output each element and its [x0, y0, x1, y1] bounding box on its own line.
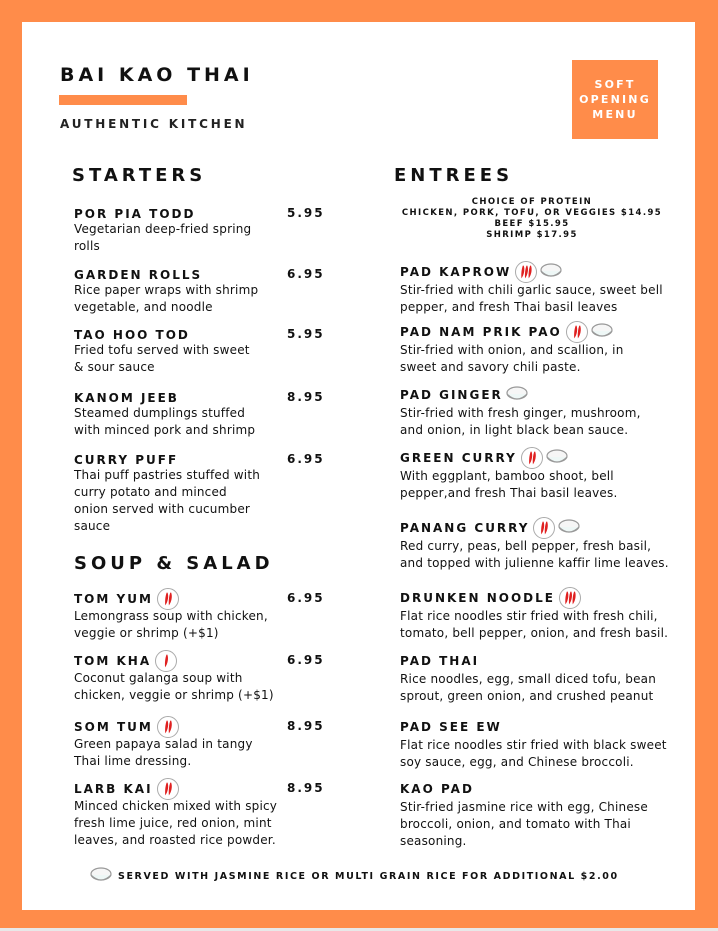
- description-line: Thai lime dressing.: [74, 754, 192, 768]
- description-line: and topped with julienne kaffir lime leaves.: [400, 556, 669, 570]
- menu-item-name: [74, 206, 195, 222]
- chili-spicy-icon: [157, 716, 179, 738]
- description-line: Stir-fried with chili garlic sauce, sweet bell: [400, 283, 663, 297]
- item-name-text: PAD NAM PRIK PAO: [400, 325, 562, 339]
- description-line: sauce: [74, 519, 111, 533]
- menu-item-description: [74, 736, 253, 770]
- menu-item-price: 6.95: [287, 591, 325, 605]
- description-line: fresh lime juice, red onion, mint: [74, 816, 272, 830]
- item-name-text: TOM KHA: [74, 654, 152, 668]
- item-name-text: PAD THAI: [400, 654, 480, 668]
- menu-item-price: 6.95: [287, 267, 325, 281]
- description-line: rolls: [74, 239, 100, 253]
- description-line: vegetable, and noodle: [74, 300, 213, 314]
- description-line: seasoning.: [400, 834, 467, 848]
- menu-item-price: 8.95: [287, 719, 325, 733]
- chili-spicy-icon: [521, 447, 543, 469]
- description-line: Coconut galanga soup with: [74, 671, 243, 685]
- description-line: sprout, green onion, and crushed peanut: [400, 689, 654, 703]
- description-line: Rice paper wraps with shrimp: [74, 283, 259, 297]
- menu-item-name: [74, 267, 202, 283]
- section-starters: STARTERS: [72, 165, 207, 186]
- menu-item-price: 8.95: [287, 390, 325, 404]
- description-line: Steamed dumplings stuffed: [74, 406, 246, 420]
- description-line: onion served with cucumber: [74, 502, 251, 516]
- description-line: tomato, bell pepper, onion, and fresh basil.: [400, 626, 669, 640]
- description-line: broccoli, onion, and tomato with Thai: [400, 817, 631, 831]
- description-line: With eggplant, bamboo shoot, bell: [400, 469, 614, 483]
- chili-spicy-icon: [566, 321, 588, 343]
- rice-bowl-icon: [505, 385, 529, 406]
- description-line: Thai puff pastries stuffed with: [74, 468, 261, 482]
- protein-line: BEEF $15.95: [494, 219, 570, 229]
- item-name-text: GREEN CURRY: [400, 451, 517, 465]
- description-line: Flat rice noodles stir fried with fresh chili,: [400, 609, 658, 623]
- menu-item-price: 6.95: [287, 653, 325, 667]
- item-name-text: TOM YUM: [74, 592, 153, 606]
- menu-item-description: [74, 282, 258, 316]
- item-name-text: PAD GINGER: [400, 388, 503, 402]
- restaurant-tagline: AUTHENTIC KITCHEN: [60, 117, 248, 131]
- description-line: Stir-fried with onion, and scallion, in: [400, 343, 624, 357]
- section-soup-salad: SOUP & SALAD: [74, 553, 274, 574]
- protein-line: SHRIMP $17.95: [486, 230, 578, 240]
- menu-item-name: [400, 590, 581, 606]
- rice-bowl-icon: [539, 262, 563, 283]
- menu-item-name: [400, 450, 569, 466]
- rice-footnote: [87, 866, 619, 887]
- menu-item-name: [74, 327, 190, 343]
- menu-item-name: [74, 390, 179, 406]
- description-line: Stir-fried with fresh ginger, mushroom,: [400, 406, 641, 420]
- badge-line: MENU: [592, 108, 638, 121]
- menu-item-description: [74, 798, 277, 849]
- menu-item-description: [400, 405, 641, 439]
- chili-spicy-icon: [559, 587, 581, 609]
- menu-item-name: [400, 387, 529, 403]
- description-line: with minced pork and shrimp: [74, 423, 256, 437]
- menu-item-name: [400, 653, 479, 669]
- description-line: sweet and savory chili paste.: [400, 360, 581, 374]
- item-name-text: PANANG CURRY: [400, 521, 530, 535]
- item-name-text: DRUNKEN NOODLE: [400, 591, 555, 605]
- item-name-text: LARB KAI: [74, 782, 153, 796]
- menu-item-description: [400, 799, 648, 850]
- item-name-text: KAO PAD: [400, 782, 474, 796]
- description-line: Flat rice noodles stir fried with black sweet: [400, 738, 667, 752]
- description-line: veggie or shrimp (+$1): [74, 626, 219, 640]
- menu-item-description: [400, 671, 656, 705]
- menu-item-price: 5.95: [287, 327, 325, 341]
- description-line: chicken, veggie or shrimp (+$1): [74, 688, 274, 702]
- menu-item-name: [400, 264, 563, 280]
- description-line: Rice noodles, egg, small diced tofu, bean: [400, 672, 657, 686]
- menu-item-name: [400, 520, 581, 536]
- chili-spicy-icon: [533, 517, 555, 539]
- chili-spicy-icon: [515, 261, 537, 283]
- menu-item-description: [74, 467, 260, 535]
- menu-item-description: [400, 282, 663, 316]
- soft-opening-badge: [572, 60, 658, 139]
- description-line: pepper,and fresh Thai basil leaves.: [400, 486, 618, 500]
- description-line: soy sauce, egg, and Chinese broccoli.: [400, 755, 634, 769]
- description-line: Minced chicken mixed with spicy: [74, 799, 278, 813]
- description-line: Fried tofu served with sweet: [74, 343, 250, 357]
- rice-bowl-icon: [89, 866, 113, 887]
- chili-spicy-icon: [157, 778, 179, 800]
- description-line: Red curry, peas, bell pepper, fresh basil,: [400, 539, 652, 553]
- item-name-text: PAD KAPROW: [400, 265, 512, 279]
- section-entrees: ENTREES: [394, 165, 514, 186]
- item-name-text: GARDEN ROLLS: [74, 268, 203, 282]
- menu-item-description: [74, 405, 255, 439]
- chili-spicy-icon: [155, 650, 177, 672]
- rice-bowl-icon: [545, 448, 569, 469]
- menu-item-name: [74, 591, 179, 607]
- menu-item-description: [400, 468, 617, 502]
- menu-item-description: [400, 342, 624, 376]
- description-line: and onion, in light black bean sauce.: [400, 423, 629, 437]
- rice-bowl-icon: [590, 322, 614, 343]
- menu-item-description: [400, 538, 669, 572]
- description-line: leaves, and roasted rice powder.: [74, 833, 276, 847]
- description-line: Vegetarian deep-fried spring: [74, 222, 252, 236]
- description-line: & sour sauce: [74, 360, 155, 374]
- menu-item-name: [400, 324, 614, 340]
- description-line: pepper, and fresh Thai basil leaves: [400, 300, 618, 314]
- protein-choice: [392, 197, 672, 241]
- menu-item-name: [74, 653, 177, 669]
- chili-spicy-icon: [157, 588, 179, 610]
- menu-item-price: 8.95: [287, 781, 325, 795]
- footnote-text: SERVED WITH JASMINE RICE OR MULTI GRAIN RICE FOR ADDITIONAL $2.00: [118, 871, 619, 882]
- description-line: Stir-fried jasmine rice with egg, Chinese: [400, 800, 648, 814]
- menu-item-description: [74, 670, 274, 704]
- menu-item-description: [74, 342, 250, 376]
- menu-item-price: 5.95: [287, 206, 325, 220]
- menu-item-description: [400, 608, 668, 642]
- item-name-text: SOM TUM: [74, 720, 153, 734]
- item-name-text: PAD SEE EW: [400, 720, 502, 734]
- menu-item-price: 6.95: [287, 452, 325, 466]
- description-line: Green papaya salad in tangy: [74, 737, 253, 751]
- menu-item-name: [74, 719, 179, 735]
- menu-item-description: [400, 737, 667, 771]
- item-name-text: KANOM JEEB: [74, 391, 179, 405]
- badge-line: SOFT: [594, 78, 636, 91]
- item-name-text: TAO HOO TOD: [74, 328, 190, 342]
- protein-title: CHOICE OF PROTEIN: [471, 197, 593, 207]
- badge-line: OPENING: [579, 93, 651, 106]
- menu-item-name: [74, 452, 178, 468]
- description-line: curry potato and minced: [74, 485, 227, 499]
- menu-item-description: [74, 608, 268, 642]
- item-name-text: POR PIA TODD: [74, 207, 196, 221]
- menu-item-name: [74, 781, 179, 797]
- menu-item-description: [74, 221, 251, 255]
- item-name-text: CURRY PUFF: [74, 453, 179, 467]
- menu-item-name: [400, 781, 474, 797]
- menu-item-name: [400, 719, 502, 735]
- brand-underline: [59, 95, 187, 105]
- restaurant-name: BAI KAO THAI: [60, 64, 254, 86]
- protein-line: CHICKEN, PORK, TOFU, OR VEGGIES $14.95: [401, 208, 663, 218]
- rice-bowl-icon: [557, 518, 581, 539]
- description-line: Lemongrass soup with chicken,: [74, 609, 268, 623]
